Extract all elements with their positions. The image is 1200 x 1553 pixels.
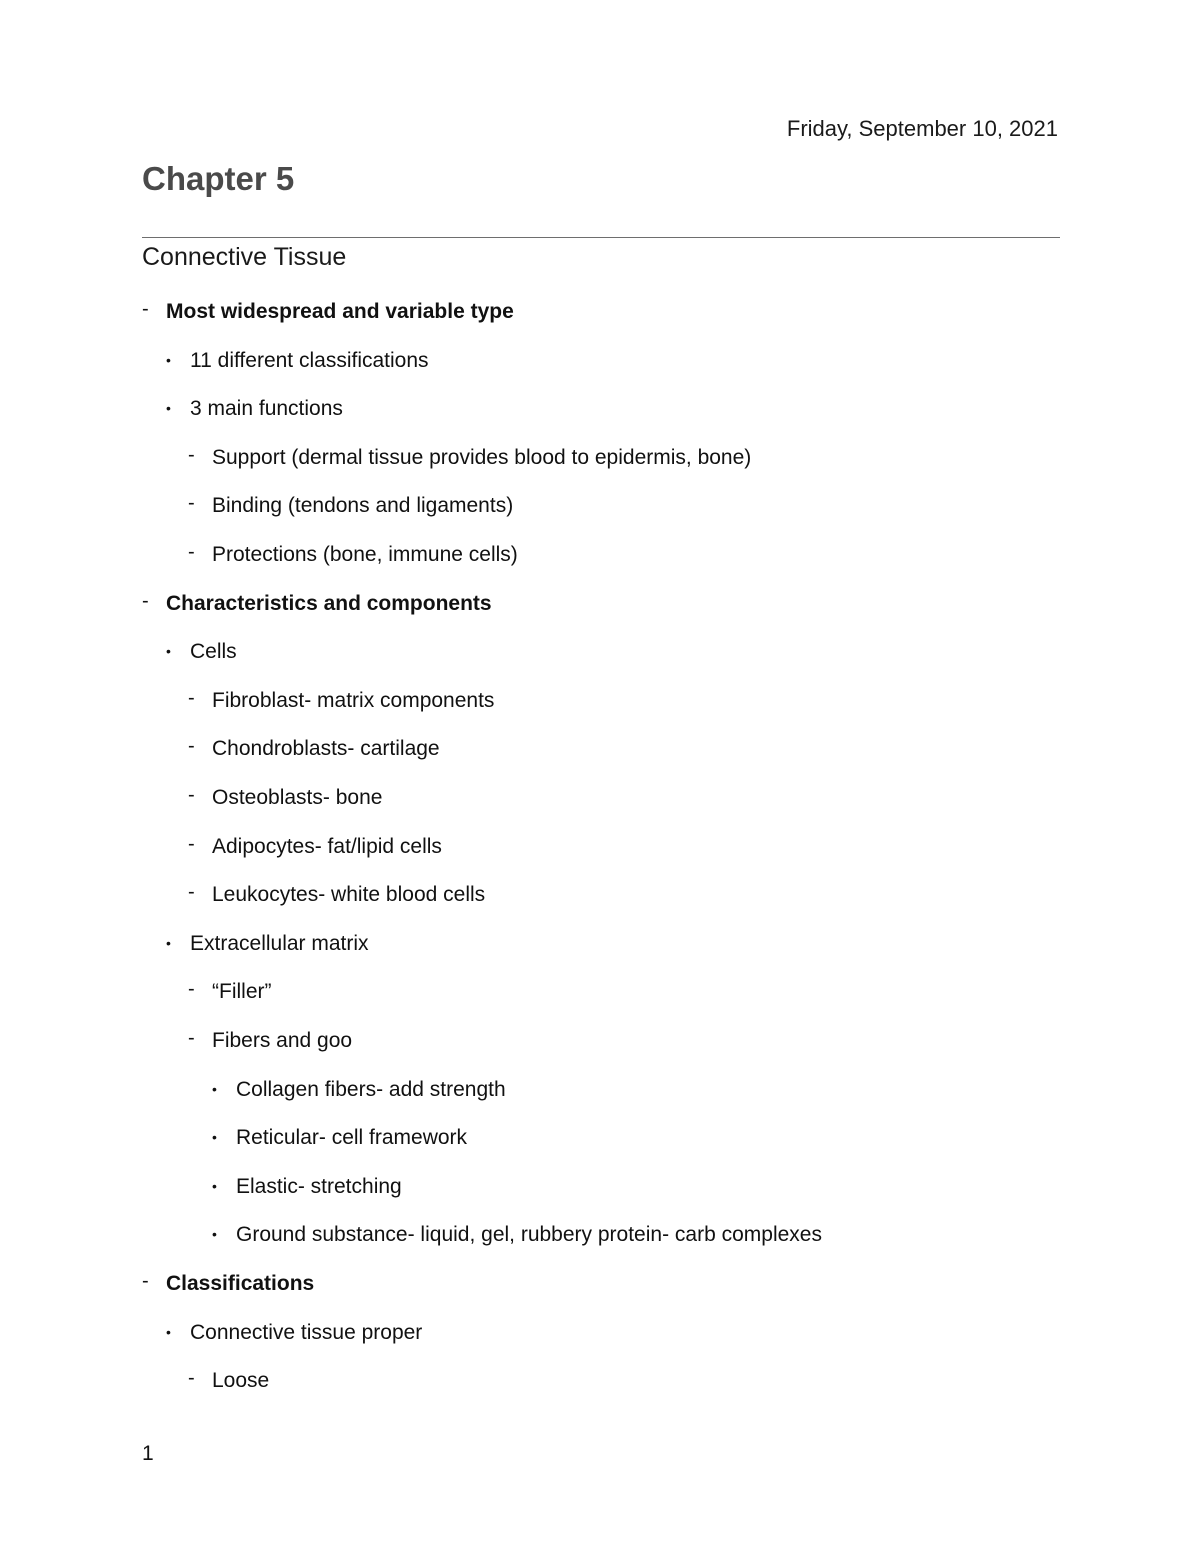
outline-item-level-1 bbox=[142, 1271, 314, 1297]
outline-item-text: Loose bbox=[212, 1369, 270, 1392]
outline-item-level-1 bbox=[142, 591, 492, 617]
outline-item-text: Cells bbox=[190, 640, 237, 663]
outline-item-text: Elastic- stretching bbox=[236, 1175, 402, 1198]
outline-item-level-3 bbox=[188, 785, 382, 811]
outline-item-level-3 bbox=[188, 979, 271, 1005]
dash-marker-icon: - bbox=[142, 590, 149, 612]
bullet-marker-icon: • bbox=[166, 352, 171, 368]
outline-item-level-3 bbox=[188, 445, 751, 471]
outline-item-text: Protections (bone, immune cells) bbox=[212, 543, 518, 566]
outline-item-text: Reticular- cell framework bbox=[236, 1126, 468, 1149]
dash-marker-icon: - bbox=[188, 541, 195, 563]
outline-item-level-3 bbox=[188, 688, 494, 714]
dash-marker-icon: - bbox=[188, 492, 195, 514]
outline-item-text: Chondroblasts- cartilage bbox=[212, 737, 440, 760]
page-number: 1 bbox=[142, 1442, 154, 1465]
outline-item-text: Support (dermal tissue provides blood to epidermis, bone) bbox=[212, 446, 752, 469]
bullet-marker-icon: • bbox=[166, 643, 171, 659]
dash-marker-icon: - bbox=[188, 833, 195, 855]
outline-item-text: Leukocytes- white blood cells bbox=[212, 883, 486, 906]
outline-item-level-1 bbox=[142, 299, 514, 325]
dash-marker-icon: - bbox=[188, 978, 195, 1000]
outline-item-text: Classifications bbox=[166, 1272, 315, 1295]
outline-item-text: Osteoblasts- bone bbox=[212, 786, 383, 809]
outline-item-text: Fibers and goo bbox=[212, 1029, 353, 1052]
bullet-marker-icon: • bbox=[212, 1178, 217, 1194]
outline-item-level-2 bbox=[166, 396, 343, 423]
outline-item-text: Adipocytes- fat/lipid cells bbox=[212, 835, 442, 858]
outline-item-text: Binding (tendons and ligaments) bbox=[212, 494, 514, 517]
outline-item-level-3 bbox=[188, 542, 518, 568]
outline-item-level-4 bbox=[212, 1077, 506, 1104]
outline-item-level-3 bbox=[188, 834, 442, 860]
bullet-marker-icon: • bbox=[166, 400, 171, 416]
outline-item-text: Collagen fibers- add strength bbox=[236, 1078, 506, 1101]
outline-item-level-3 bbox=[188, 1028, 352, 1054]
outline-item-level-2 bbox=[166, 1320, 422, 1347]
bullet-marker-icon: • bbox=[166, 1324, 171, 1340]
outline-item-text: “Filler” bbox=[212, 980, 272, 1003]
outline-item-level-3 bbox=[188, 736, 440, 762]
dash-marker-icon: - bbox=[188, 1027, 195, 1049]
outline-item-text: Fibroblast- matrix components bbox=[212, 689, 495, 712]
outline-item-level-3 bbox=[188, 493, 513, 519]
bullet-marker-icon: • bbox=[212, 1081, 217, 1097]
outline-item-text: 11 different classifications bbox=[190, 349, 429, 372]
dash-marker-icon: - bbox=[188, 881, 195, 903]
outline-item-text: Most widespread and variable type bbox=[166, 300, 514, 323]
outline-item-text: Connective tissue proper bbox=[190, 1321, 423, 1344]
dash-marker-icon: - bbox=[188, 1367, 195, 1389]
outline-item-level-2 bbox=[166, 639, 237, 666]
outline-item-level-2 bbox=[166, 348, 429, 375]
dash-marker-icon: - bbox=[188, 444, 195, 466]
dash-marker-icon: - bbox=[142, 1270, 149, 1292]
outline-item-level-4 bbox=[212, 1125, 467, 1152]
bullet-marker-icon: • bbox=[166, 935, 171, 951]
outline-item-text: 3 main functions bbox=[190, 397, 343, 420]
page-date: Friday, September 10, 2021 bbox=[786, 116, 1058, 141]
dash-marker-icon: - bbox=[188, 687, 195, 709]
outline-item-level-4 bbox=[212, 1174, 402, 1201]
chapter-title: Chapter 5 bbox=[142, 160, 295, 197]
dash-marker-icon: - bbox=[188, 735, 195, 757]
outline-item-level-3 bbox=[188, 1368, 269, 1394]
section-title: Connective Tissue bbox=[142, 243, 347, 271]
bullet-marker-icon: • bbox=[212, 1129, 217, 1145]
dash-marker-icon: - bbox=[188, 784, 195, 806]
title-divider bbox=[142, 237, 1060, 238]
outline-item-level-3 bbox=[188, 882, 485, 908]
outline-item-text: Ground substance- liquid, gel, rubbery protein- carb complexes bbox=[236, 1223, 822, 1246]
bullet-marker-icon: • bbox=[212, 1226, 217, 1242]
dash-marker-icon: - bbox=[142, 298, 149, 320]
outline-item-text: Characteristics and components bbox=[166, 592, 492, 615]
outline-item-level-4 bbox=[212, 1222, 822, 1249]
outline-item-text: Extracellular matrix bbox=[190, 932, 369, 955]
outline-item-level-2 bbox=[166, 931, 369, 958]
